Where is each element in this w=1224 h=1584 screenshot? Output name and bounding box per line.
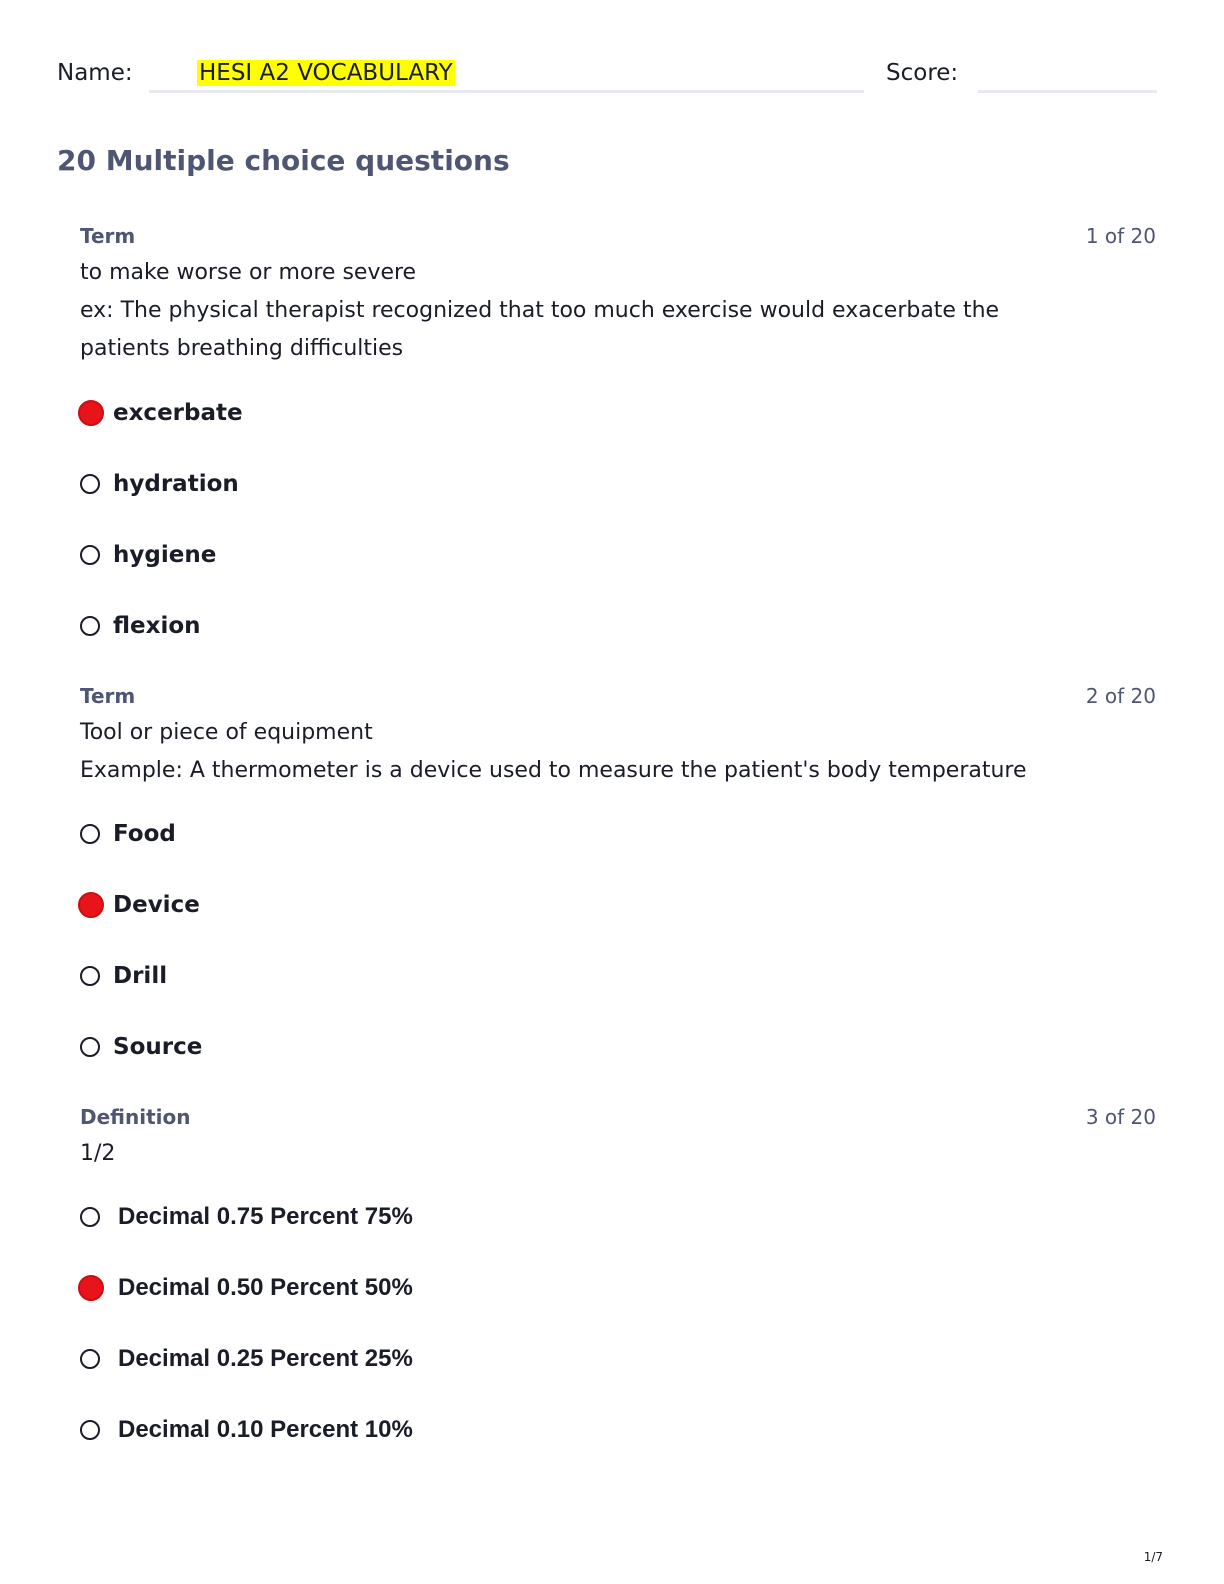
question-type: Term [80, 684, 136, 708]
radio-empty-icon[interactable] [80, 966, 100, 986]
answer-option-label: Decimal 0.75 Percent 75% [118, 1203, 413, 1230]
question-1 [80, 224, 1156, 654]
answer-option-label: Source [113, 1034, 203, 1060]
question-type: Term [80, 224, 136, 248]
radio-empty-icon[interactable] [80, 474, 100, 494]
question-prompt: 1/2 [80, 1141, 116, 1166]
question-3 [80, 1105, 1156, 1465]
answer-option[interactable] [80, 890, 200, 920]
answer-option[interactable] [80, 1344, 413, 1374]
question-type: Definition [80, 1105, 191, 1129]
answer-option-label: Drill [113, 963, 168, 989]
question-counter: 2 of 20 [1085, 684, 1156, 708]
answer-option-label: Device [113, 892, 200, 918]
answer-option-label: Food [113, 821, 176, 847]
answer-option[interactable] [80, 961, 167, 991]
radio-empty-icon[interactable] [80, 616, 100, 636]
question-counter: 3 of 20 [1085, 1105, 1156, 1129]
radio-selected-icon[interactable] [78, 892, 104, 918]
radio-selected-icon[interactable] [78, 400, 104, 426]
answer-option-label: Decimal 0.25 Percent 25% [118, 1345, 413, 1372]
answer-option[interactable] [80, 398, 243, 428]
answer-option[interactable] [80, 819, 176, 849]
answer-option[interactable] [80, 1202, 413, 1232]
name-label: Name: [57, 60, 133, 86]
name-field-underline [149, 90, 864, 93]
answer-option-label: hydration [113, 471, 239, 497]
worksheet-header [57, 56, 1157, 98]
radio-empty-icon[interactable] [80, 545, 100, 565]
page-number: 1/7 [1143, 1550, 1163, 1564]
answer-option-label: Decimal 0.50 Percent 50% [118, 1274, 413, 1301]
radio-empty-icon[interactable] [80, 1420, 100, 1440]
radio-empty-icon[interactable] [80, 1037, 100, 1057]
answer-option-label: flexion [113, 613, 201, 639]
answer-option[interactable] [80, 540, 216, 570]
radio-selected-icon[interactable] [78, 1275, 104, 1301]
question-2 [80, 684, 1156, 1074]
name-field-value[interactable]: HESI A2 VOCABULARY [199, 60, 453, 86]
answer-option-label: hygiene [113, 542, 217, 568]
question-prompt: to make worse or more severe ex: The physical therapist recognized that too much exercise would exacerbate the patients breathing difficulties [80, 260, 1000, 361]
question-counter: 1 of 20 [1085, 224, 1156, 248]
question-prompt: Tool or piece of equipment Example: A thermometer is a device used to measure the patient's body temperature [80, 720, 1027, 783]
answer-option[interactable] [80, 1032, 202, 1062]
answer-option-label: excerbate [113, 400, 243, 426]
answer-option-label: Decimal 0.10 Percent 10% [118, 1416, 413, 1443]
radio-empty-icon[interactable] [80, 824, 100, 844]
answer-option[interactable] [80, 1273, 413, 1303]
answer-option[interactable] [80, 469, 239, 499]
answer-option[interactable] [80, 611, 201, 641]
score-label: Score: [886, 60, 959, 86]
radio-empty-icon[interactable] [80, 1207, 100, 1227]
section-title: 20 Multiple choice questions [57, 144, 510, 177]
answer-option[interactable] [80, 1415, 413, 1445]
score-field-underline[interactable] [978, 90, 1157, 93]
radio-empty-icon[interactable] [80, 1349, 100, 1369]
